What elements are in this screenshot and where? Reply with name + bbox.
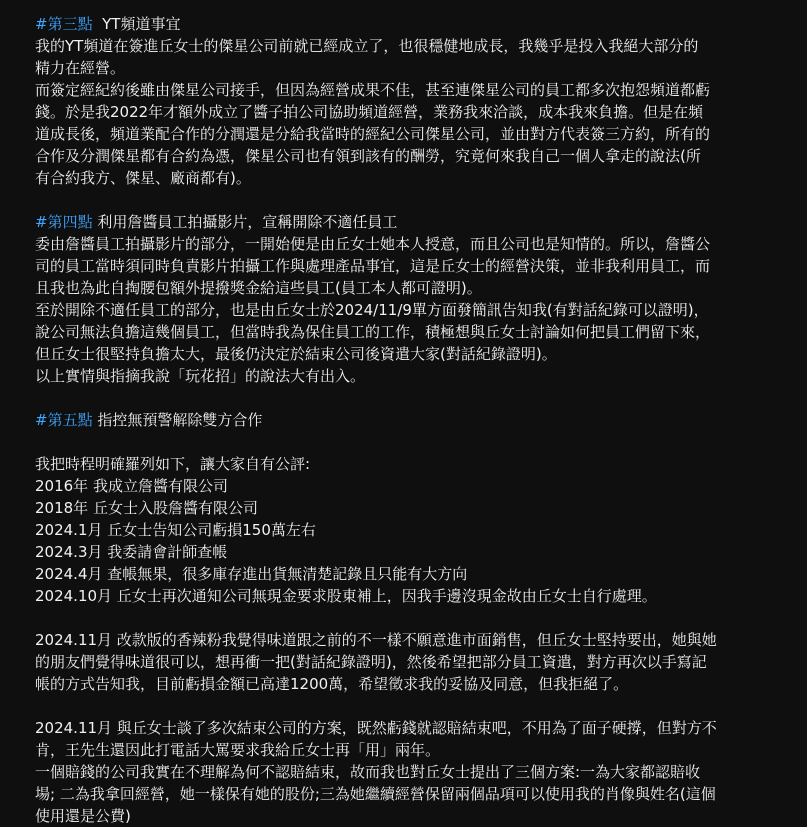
section-4-title: 利用詹醬員工拍攝影片，宣稱開除不適任員工 (92, 213, 398, 231)
timeline-item: 2024.4月 查帳無果，很多庫存進出貨無清楚記錄且只能有大方向 (35, 565, 468, 583)
paragraph-line: 2024.11月 與丘女士談了多次結束公司的方案，既然虧錢就認賠結束吧，不用為了面子硬撐，但對方不 (35, 719, 717, 737)
paragraph-line: 2024.11月 改款版的香辣粉我覺得味道跟之前的不一樣不願意進市面銷售，但丘女士堅持要出，她與她 (35, 631, 717, 649)
blank-line (35, 695, 772, 717)
paragraph-line: 合作及分潤傑星都有合約為憑，傑星公司也有領到該有的酬勞，究竟何來我自己一個人拿走的說法(所 (35, 147, 701, 165)
timeline-item: 2024.10月 丘女士再次通知公司無現金要求股東補上，因我手邊沒現金故由丘女士自行處理。 (35, 587, 657, 605)
section-3-heading (35, 13, 772, 35)
paragraph-line: 一個賠錢的公司我實在不理解為何不認賠結束，故而我也對丘女士提出了三個方案:一為大家都認賠收 (35, 763, 701, 781)
timeline-item: 2024.1月 丘女士告知公司虧損150萬左右 (35, 521, 316, 539)
timeline-intro: 我把時程明確羅列如下，讓大家自有公評: (35, 455, 311, 473)
paragraph-line: 道成長後，頻道業配合作的分潤還是分給我當時的經紀公司傑星公司，並由對方代表簽三方約，所有的 (35, 125, 711, 143)
paragraph-line: 使用還是公費) (35, 807, 131, 825)
paragraph-line: 說公司無法負擔這幾個員工，但當時我為保住員工的工作，積極想與丘女士討論如何把員工們留下來， (35, 323, 711, 341)
paragraph-line: 帳的方式告知我，目前虧損金額已高達1200萬，希望徵求我的妥協及同意，但我拒絕了。 (35, 675, 629, 693)
timeline-item: 2024.3月 我委請會計師查帳 (35, 543, 228, 561)
blank-line (35, 607, 772, 629)
blank-line (35, 189, 772, 211)
paragraph-line: 至於開除不適任員工的部分，也是由丘女士於2024/11/9單方面發簡訊告知我(有對話紀錄可以證明)， (35, 301, 709, 319)
section-5-heading (35, 409, 772, 431)
paragraph-line: 有合約我方、傑星、廠商都有)。 (35, 169, 251, 187)
paragraph-line: 的朋友們覺得味道很可以，想再衝一把(對話紀錄證明)，然後希望把部分員工資遣，對方再次以手寫記 (35, 653, 707, 671)
hashtag-link-section-3[interactable]: #第三點 (35, 15, 93, 33)
timeline-item: 2016年 我成立詹醬有限公司 (35, 477, 228, 495)
paragraph-line: 委由詹醬員工拍攝影片的部分，一開始便是由丘女士她本人授意，而且公司也是知情的。所以，詹醬公 (35, 235, 711, 253)
hashtag-link-section-5[interactable]: #第五點 (35, 411, 93, 429)
blank-line (35, 387, 772, 409)
paragraph-line: 肯，王先生還因此打電話大罵要求我給丘女士再「用」兩年。 (35, 741, 441, 759)
paragraph-line: 場; 二為我拿回經營，她一樣保有她的股份;三為她繼續經營保留兩個品項可以使用我的肖像與姓名(這個 (35, 785, 716, 803)
paragraph-line: 司的員工當時須同時負責影片拍攝工作與處理產品事宜，這是丘女士的經營決策，並非我利用員工，而 (35, 257, 711, 275)
hashtag-link-section-4[interactable]: #第四點 (35, 213, 93, 231)
section-5-title: 指控無預警解除雙方合作 (92, 411, 263, 429)
paragraph-line: 但丘女士很堅持負擔太大，最後仍決定於結束公司後資遣大家(對話紀錄證明)。 (35, 345, 557, 363)
paragraph-line: 以上實情與指摘我說「玩花招」的說法大有出入。 (35, 367, 366, 385)
timeline-item: 2018年 丘女士入股詹醬有限公司 (35, 499, 258, 517)
section-3-title: YT頻道事宜 (92, 15, 181, 33)
paragraph-line: 我的YT頻道在簽進丘女士的傑星公司前就已經成立了，也很穩健地成長，我幾乎是投入我絕大部分的 (35, 37, 699, 55)
paragraph-line: 精力在經營。 (35, 59, 126, 77)
paragraph-line: 而簽定經紀約後雖由傑星公司接手，但因為經營成果不佳，甚至連傑星公司的員工都多次抱怨頻道都虧 (35, 81, 711, 99)
paragraph-line: 且我也為此自掏腰包額外提撥獎金給這些員工(員工本人都可證明)。 (35, 279, 482, 297)
paragraph-line: 錢。於是我2022年才額外成立了醬子拍公司協助頻道經營，業務我來洽談，成本我來負擔。但是在頻 (35, 103, 704, 121)
section-4-heading (35, 211, 772, 233)
blank-line (35, 431, 772, 453)
